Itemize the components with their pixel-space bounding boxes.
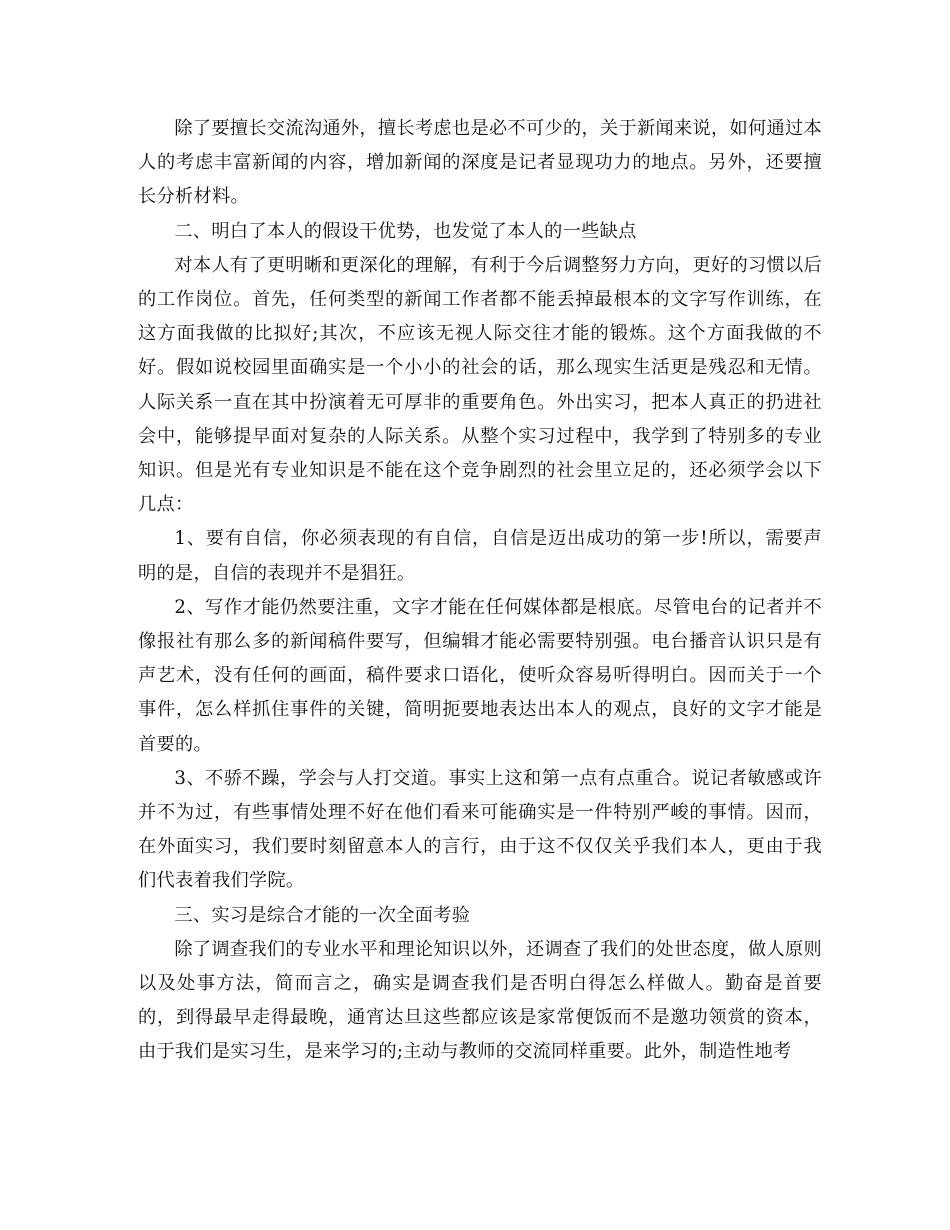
paragraph-1: 除了要擅长交流沟通外，擅长考虑也是必不可少的，关于新闻来说，如何通过本人的考虑丰富新闻的内容，增加新闻的深度是记者显现功力的地点。另外，还要擅长分析材料。	[138, 118, 822, 208]
section-heading-2: 二、明白了本人的假设干优势，也发觉了本人的一些缺点	[174, 220, 637, 242]
list-item-3: 3、不骄不躁，学会与人打交道。事实上这和第一点有点重合。说记者敏感或许并不为过，有些事情处理不好在他们看来可能确实是一件特别严峻的事情。因而，在外面实习，我们要时刻留意本人的言行，由于这不仅仅关乎我们本人，更由于我们代表着我们学院。	[138, 767, 822, 892]
paragraph-3: 除了调查我们的专业水平和理论知识以外，还调查了我们的处世态度，做人原则以及处事方法，简而言之，确实是调查我们是否明白得怎么样做人。勤奋是首要的，到得最早走得最晚，通宵达旦这些都应该是家常便饭而不是邀功领赏的资本，由于我们是实习生，是来学习的;主动与教师的交流同样重要。此外，制造性地考	[138, 938, 822, 1063]
section-heading-3: 三、实习是综合才能的一次全面考验	[174, 904, 471, 926]
list-item-2: 2、写作才能仍然要注重，文字才能在任何媒体都是根底。尽管电台的记者并不像报社有那么多的新闻稿件要写，但编辑才能必需要特别强。电台播音认识只是有声艺术，没有任何的画面，稿件要求口语化，使听众容易听得明白。因而关于一个事件，怎么样抓住事件的关键，简明扼要地表达出本人的观点，良好的文字才能是首要的。	[138, 596, 822, 755]
document-body	[138, 112, 822, 1070]
paragraph-2: 对本人有了更明晰和更深化的理解，有利于今后调整努力方向，更好的习惯以后的工作岗位。首先，任何类型的新闻工作者都不能丢掉最根本的文字写作训练，在这方面我做的比拟好;其次，不应该无视人际交往才能的锻炼。这个方面我做的不好。假如说校园里面确实是一个小小的社会的话，那么现实生活更是残忍和无情。人际关系一直在其中扮演着无可厚非的重要角色。外出实习，把本人真正的扔进社会中，能够提早面对复杂的人际关系。从整个实习过程中，我学到了特别多的专业知识。但是光有专业知识是不能在这个竞争剧烈的社会里立足的，还必须学会以下几点：	[138, 254, 822, 516]
list-item-1: 1、要有自信，你必须表现的有自信，自信是迈出成功的第一步!所以，需要声明的是，自信的表现并不是猖狂。	[138, 528, 822, 584]
